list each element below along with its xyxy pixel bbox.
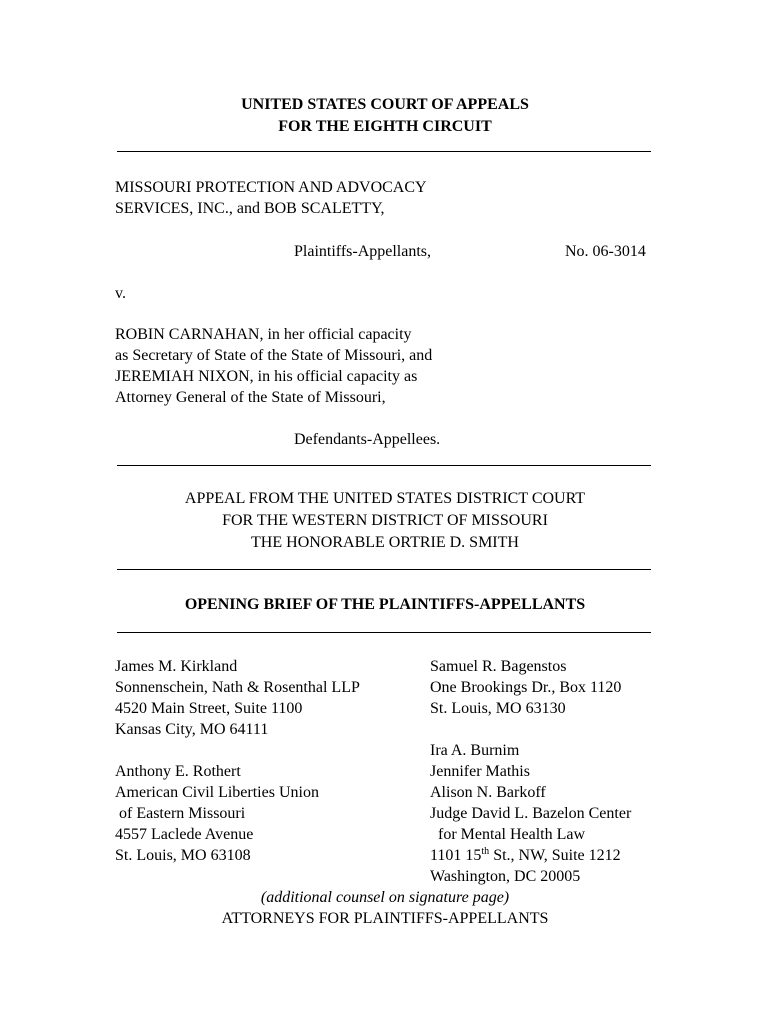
appeal-line-3: THE HONORABLE ORTRIE D. SMITH	[251, 534, 519, 551]
counsel-name: Ira A. Burnim	[430, 742, 520, 759]
appeal-line-2: FOR THE WESTERN DISTRICT OF MISSOURI	[222, 512, 548, 529]
address-suffix: St., NW, Suite 1212	[489, 847, 621, 864]
counsel-address: 4520 Main Street, Suite 1100	[115, 700, 303, 717]
counsel-address: 4557 Laclede Avenue	[115, 826, 254, 843]
plaintiffs-line-2: SERVICES, INC., and BOB SCALETTY,	[115, 200, 385, 217]
additional-counsel-note: (additional counsel on signature page)	[260, 889, 510, 906]
versus: v.	[115, 285, 126, 302]
defendants-line-3: JEREMIAH NIXON, in his official capacity as	[115, 368, 418, 385]
counsel-organization: Judge David L. Bazelon Center	[430, 805, 632, 822]
defendants-line-2: as Secretary of State of the State of Missouri, and	[115, 347, 433, 364]
counsel-firm: Sonnenschein, Nath & Rosenthal LLP	[115, 679, 360, 696]
divider-rule	[117, 632, 651, 633]
counsel-organization: American Civil Liberties Union	[115, 784, 319, 801]
attorneys-heading: ATTORNEYS FOR PLAINTIFFS-APPELLANTS	[221, 910, 549, 927]
counsel-name: Samuel R. Bagenstos	[430, 658, 567, 675]
defendants-line-1: ROBIN CARNAHAN, in her official capacity	[115, 326, 412, 343]
counsel-city: St. Louis, MO 63108	[115, 847, 251, 864]
counsel-city: St. Louis, MO 63130	[430, 700, 566, 717]
divider-rule	[117, 151, 651, 152]
counsel-name: James M. Kirkland	[115, 658, 238, 675]
counsel-city: Washington, DC 20005	[430, 868, 581, 885]
counsel-address	[430, 845, 621, 866]
counsel-name: Anthony E. Rothert	[115, 763, 241, 780]
defendants-role: Defendants-Appellees.	[294, 431, 441, 448]
plaintiffs-role: Plaintiffs-Appellants,	[294, 243, 432, 260]
brief-title: OPENING BRIEF OF THE PLAINTIFFS-APPELLANTS	[184, 596, 586, 613]
divider-rule	[117, 465, 651, 466]
divider-rule	[117, 569, 651, 570]
counsel-organization-cont: for Mental Health Law	[430, 826, 586, 843]
address-prefix: 1101 15	[430, 847, 482, 864]
court-name: UNITED STATES COURT OF APPEALS	[241, 96, 529, 113]
counsel-city: Kansas City, MO 64111	[115, 721, 269, 738]
counsel-name: Jennifer Mathis	[430, 763, 530, 780]
appeal-line-1: APPEAL FROM THE UNITED STATES DISTRICT COURT	[184, 490, 586, 507]
ordinal-suffix: th	[481, 846, 490, 857]
plaintiffs-line-1: MISSOURI PROTECTION AND ADVOCACY	[115, 179, 427, 196]
counsel-organization-cont: of Eastern Missouri	[115, 805, 246, 822]
circuit-name: FOR THE EIGHTH CIRCUIT	[278, 118, 492, 135]
counsel-address: One Brookings Dr., Box 1120	[430, 679, 622, 696]
case-number: No. 06-3014	[565, 243, 646, 260]
defendants-line-4: Attorney General of the State of Missouri,	[115, 389, 386, 406]
counsel-name: Alison N. Barkoff	[430, 784, 546, 801]
